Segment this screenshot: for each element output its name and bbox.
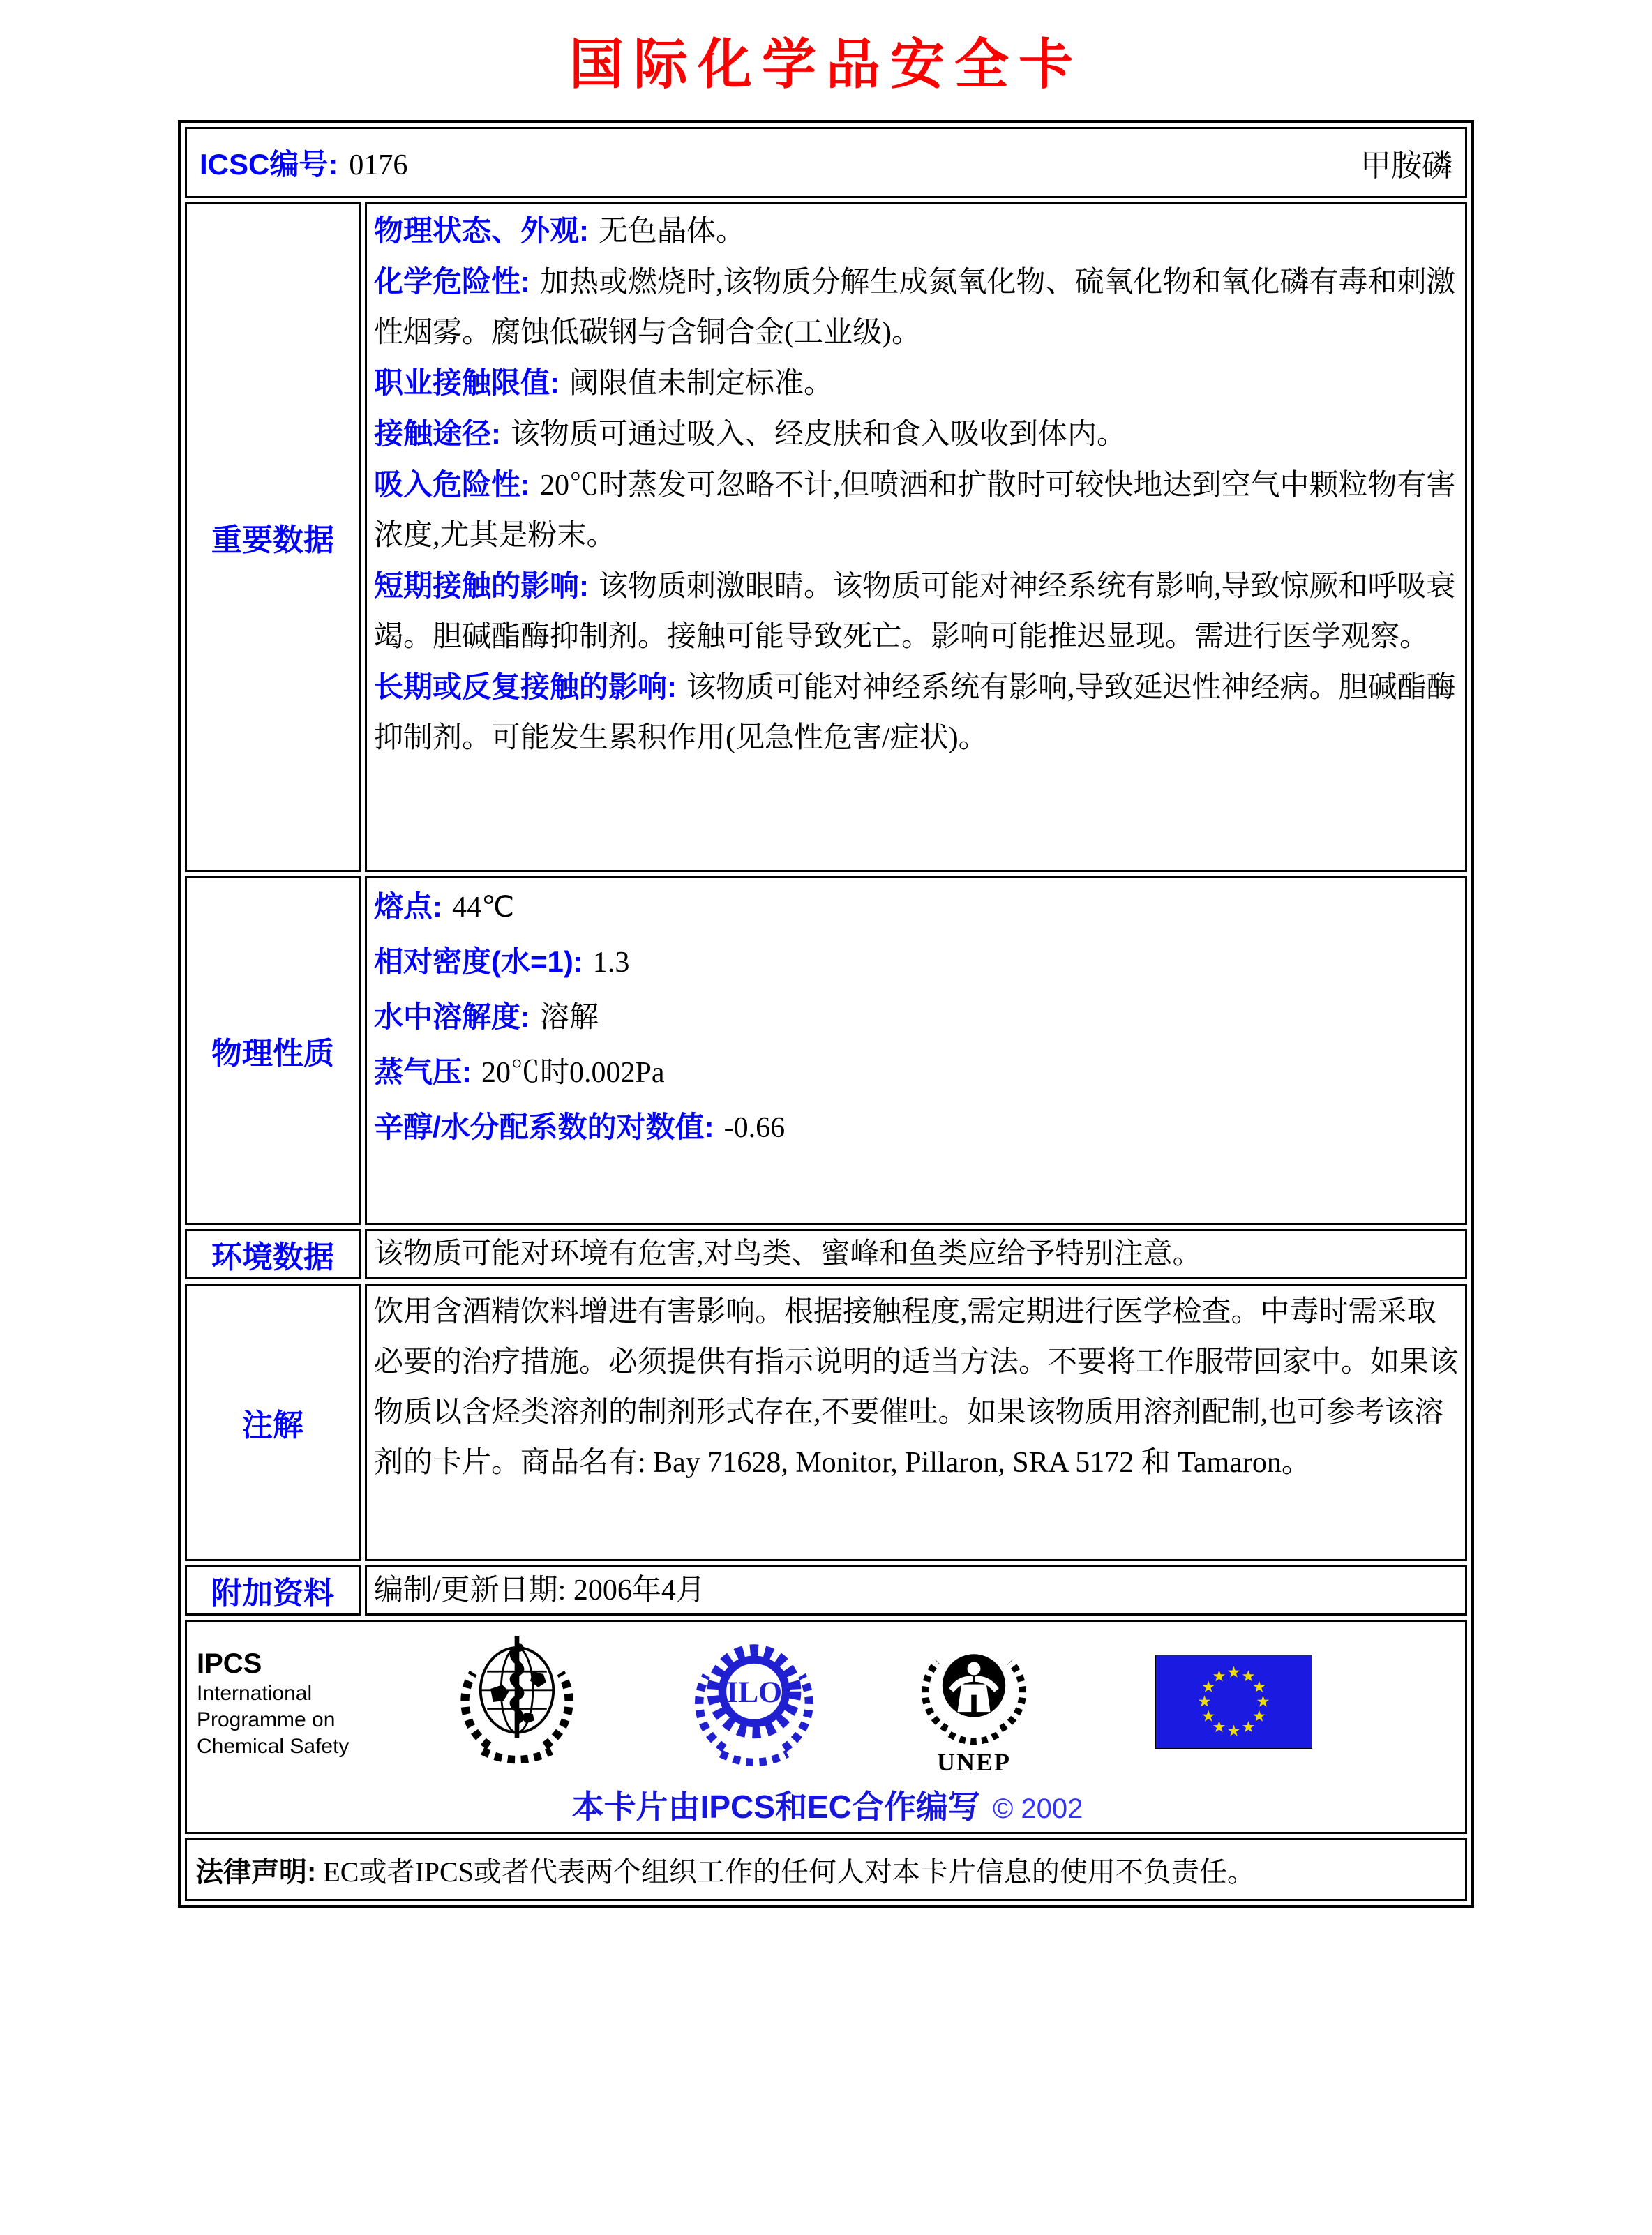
item-text: 该物质可通过吸入、经皮肤和食入吸收到体内。 <box>511 419 1127 451</box>
environment-label-cell <box>185 1229 361 1279</box>
legal-label: 法律声明: <box>195 1856 317 1888</box>
environment-text: 该物质可能对环境有危害,对鸟类、蜜峰和鱼类应给予特别注意。 <box>374 1238 1202 1270</box>
important-item <box>374 409 1458 460</box>
unep-wordmark: UNEP <box>937 1748 1011 1776</box>
item-label: 长期或反复接触的影响: <box>374 670 677 703</box>
item-label: 水中溶解度: <box>374 1000 530 1033</box>
item-label: 物理状态、外观: <box>374 214 589 247</box>
important-item <box>374 206 1458 257</box>
icsc-number-label: ICSC编号: <box>200 148 338 181</box>
physical-properties-row <box>185 876 1467 1225</box>
section-label-additional: 附加资料 <box>211 1576 334 1611</box>
caption-text: 本卡片由IPCS和EC合作编写 <box>571 1789 980 1825</box>
eu-flag-icon <box>1155 1655 1312 1752</box>
item-text: -0.66 <box>723 1112 786 1144</box>
item-label: 蒸气压: <box>374 1055 472 1088</box>
item-label: 相对密度(水=1): <box>374 945 583 978</box>
environment-data-row <box>185 1229 1467 1279</box>
additional-info-label-cell <box>185 1565 361 1616</box>
header-cell <box>185 127 1467 198</box>
ipcs-line: Programme on <box>197 1708 336 1731</box>
notes-content-cell <box>365 1284 1467 1561</box>
ipcs-acronym: IPCS <box>197 1648 262 1679</box>
item-label: 辛醇/水分配系数的对数值: <box>374 1111 714 1143</box>
svg-text:ILO: ILO <box>726 1675 783 1709</box>
ipcs-text-block <box>197 1647 378 1760</box>
physical-properties-label-cell <box>185 876 361 1225</box>
item-label: 职业接触限值: <box>374 366 560 399</box>
unep-emblem-icon <box>918 1632 1030 1775</box>
important-item <box>374 460 1458 561</box>
item-text: 加热或燃烧时,该物质分解生成氮氧化物、硫氧化物和氧化磷有毒和刺激性烟雾。腐蚀低碳钢与含铜合金(工业级)。 <box>374 266 1456 349</box>
physical-item <box>374 935 1458 990</box>
section-label-notes: 注解 <box>242 1408 303 1443</box>
additional-info-text: 编制/更新日期: 2006年4月 <box>374 1574 705 1606</box>
logos-cell <box>185 1620 1467 1834</box>
section-label-environment: 环境数据 <box>211 1240 334 1274</box>
section-label-important: 重要数据 <box>211 523 334 557</box>
copyright-text: © 2002 <box>992 1793 1083 1824</box>
item-label: 接触途径: <box>374 417 501 450</box>
item-text: 20℃时蒸发可忽略不计,但喷洒和扩散时可较快地达到空气中颗粒物有害浓度,尤其是粉末。 <box>374 469 1456 552</box>
item-text: 该物质刺激眼睛。该物质可能对神经系统有影响,导致惊厥和呼吸衰竭。胆碱酯酶抑制剂。接触可能导致死亡。影响可能推迟显现。需进行医学观察。 <box>374 571 1456 653</box>
physical-item <box>374 880 1458 935</box>
item-text: 无色晶体。 <box>599 216 746 248</box>
item-label: 短期接触的影响: <box>374 569 589 602</box>
item-label: 熔点: <box>374 890 442 923</box>
physical-item <box>374 990 1458 1045</box>
logos-row <box>185 1620 1467 1834</box>
icsc-number-group <box>200 142 407 183</box>
item-text: 1.3 <box>592 947 630 979</box>
additional-info-row <box>185 1565 1467 1616</box>
legal-cell <box>185 1838 1467 1901</box>
icsc-number-value: 0176 <box>349 149 408 181</box>
item-label: 化学危险性: <box>374 265 530 298</box>
legal-row <box>185 1838 1467 1901</box>
important-data-label-cell <box>185 202 361 872</box>
header-row <box>185 127 1467 198</box>
additional-info-content-cell <box>365 1565 1467 1616</box>
legal-text: EC或者IPCS或者代表两个组织工作的任何人对本卡片信息的使用不负责任。 <box>323 1856 1255 1888</box>
notes-label-cell <box>185 1284 361 1561</box>
item-text: 阈限值未制定标准。 <box>569 368 834 400</box>
important-item <box>374 561 1458 662</box>
important-item <box>374 358 1458 409</box>
section-label-physical: 物理性质 <box>211 1037 334 1071</box>
physical-properties-content-cell <box>365 876 1467 1225</box>
page-title: 国际化学品安全卡 <box>569 34 1083 95</box>
important-data-content-cell <box>365 202 1467 872</box>
important-data-row <box>185 202 1467 872</box>
logo-strip <box>197 1632 1458 1775</box>
important-item <box>374 257 1458 358</box>
ipcs-line: Chemical Safety <box>197 1734 350 1758</box>
item-text: 该物质可能对神经系统有影响,导致延迟性神经病。胆碱酯酶抑制剂。可能发生累积作用(见急性危害/症状)。 <box>374 672 1456 754</box>
item-text: 20℃时0.002Pa <box>481 1057 665 1089</box>
cooperation-caption <box>197 1782 1458 1828</box>
important-item <box>374 662 1458 763</box>
item-text: 溶解 <box>540 1002 599 1034</box>
physical-item <box>374 1045 1458 1100</box>
environment-content-cell <box>365 1229 1467 1279</box>
page <box>0 21 1652 2235</box>
notes-row <box>185 1284 1467 1561</box>
who-emblem-icon <box>451 1632 583 1775</box>
ipcs-line: International <box>197 1681 313 1705</box>
physical-item <box>374 1100 1458 1155</box>
ilo-emblem-icon <box>688 1632 820 1775</box>
icsc-card-table <box>178 120 1474 1908</box>
notes-text: 饮用含酒精饮料增进有害影响。根据接触程度,需定期进行医学检查。中毒时需采取必要的治疗措施。必须提供有指示说明的适当方法。不要将工作服带回家中。如果该物质以含烃类溶剂的制剂形式存在,不要催吐。如果该物质用溶剂配制,也可参考该溶剂的卡片。商品名有: Bay 71628, Monitor, Pillaron, SRA 5172 和 Tamaron。 <box>374 1296 1459 1479</box>
chemical-name: 甲胺磷 <box>1360 149 1452 183</box>
item-text: 44℃ <box>452 891 515 924</box>
item-label: 吸入危险性: <box>374 468 530 501</box>
